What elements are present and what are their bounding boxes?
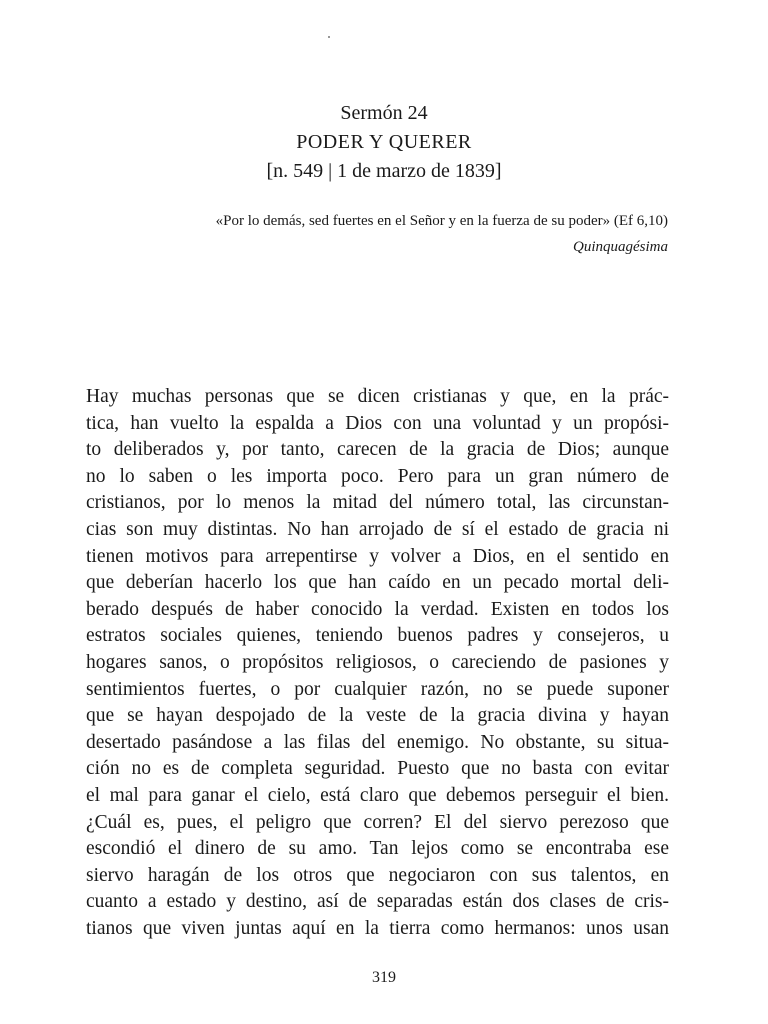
- text-line: desertado pasándose a las filas del enemigo. No obstante, su situa-: [86, 731, 669, 753]
- text-line: tica, han vuelto la espalda a Dios con una voluntad y un propósi-: [86, 412, 669, 434]
- page-number: 319: [372, 969, 396, 986]
- sermon-reference: [n. 549 | 1 de marzo de 1839]: [266, 160, 502, 182]
- text-line: que deberían hacerlo los que han caído en un pecado mortal deli-: [86, 572, 669, 594]
- body-paragraph: [86, 384, 669, 942]
- text-line: cristianos, por lo menos la mitad del número total, las circunstan-: [86, 492, 669, 514]
- text-line: siervo haragán de los otros que negociaron con sus talentos, en: [86, 864, 669, 886]
- text-line: Hay muchas personas que se dicen cristianas y que, en la prác-: [86, 386, 669, 407]
- text-line: el mal para ganar el cielo, está claro que debemos perseguir el bien.: [86, 784, 669, 806]
- text-line: escondió el dinero de su amo. Tan lejos como se encontraba ese: [86, 838, 669, 860]
- text-line: berado después de haber conocido la verdad. Existen en todos los: [86, 598, 669, 620]
- epigraph-quote: «Por lo demás, sed fuertes en el Señor y en la fuerza de su poder» (Ef 6,10): [215, 213, 668, 229]
- sermon-number: Sermón 24: [340, 102, 428, 124]
- print-speck: [328, 36, 330, 38]
- text-line: estratos sociales quienes, teniendo buenos padres y consejeros, u: [86, 625, 669, 647]
- text-line: sentimientos fuertes, o por cualquier razón, no se puede suponer: [86, 678, 669, 700]
- text-line: ción no es de completa seguridad. Puesto que no basta con evitar: [86, 758, 669, 780]
- text-line: hogares sanos, o propósitos religiosos, o careciendo de pasiones y: [86, 651, 669, 673]
- text-line: no lo saben o les importa poco. Pero para un gran número de: [86, 465, 669, 487]
- sermon-title: PODER Y QUERER: [296, 131, 472, 153]
- text-line: to deliberados y, por tanto, carecen de la gracia de Dios; aunque: [86, 439, 669, 461]
- text-line: cias son muy distintas. No han arrojado de sí el estado de gracia ni: [86, 518, 669, 540]
- text-line: tianos que viven juntas aquí en la tierra como hermanos: unos usan: [86, 917, 669, 939]
- text-line: que se hayan despojado de la veste de la gracia divina y hayan: [86, 705, 669, 727]
- text-line: ¿Cuál es, pues, el peligro que corren? El del siervo perezoso que: [86, 811, 669, 833]
- liturgical-occasion: Quinquagésima: [573, 239, 668, 255]
- text-line: cuanto a estado y destino, así de separadas están dos clases de cris-: [86, 891, 669, 913]
- text-line: tienen motivos para arrepentirse y volver a Dios, en el sentido en: [86, 545, 669, 567]
